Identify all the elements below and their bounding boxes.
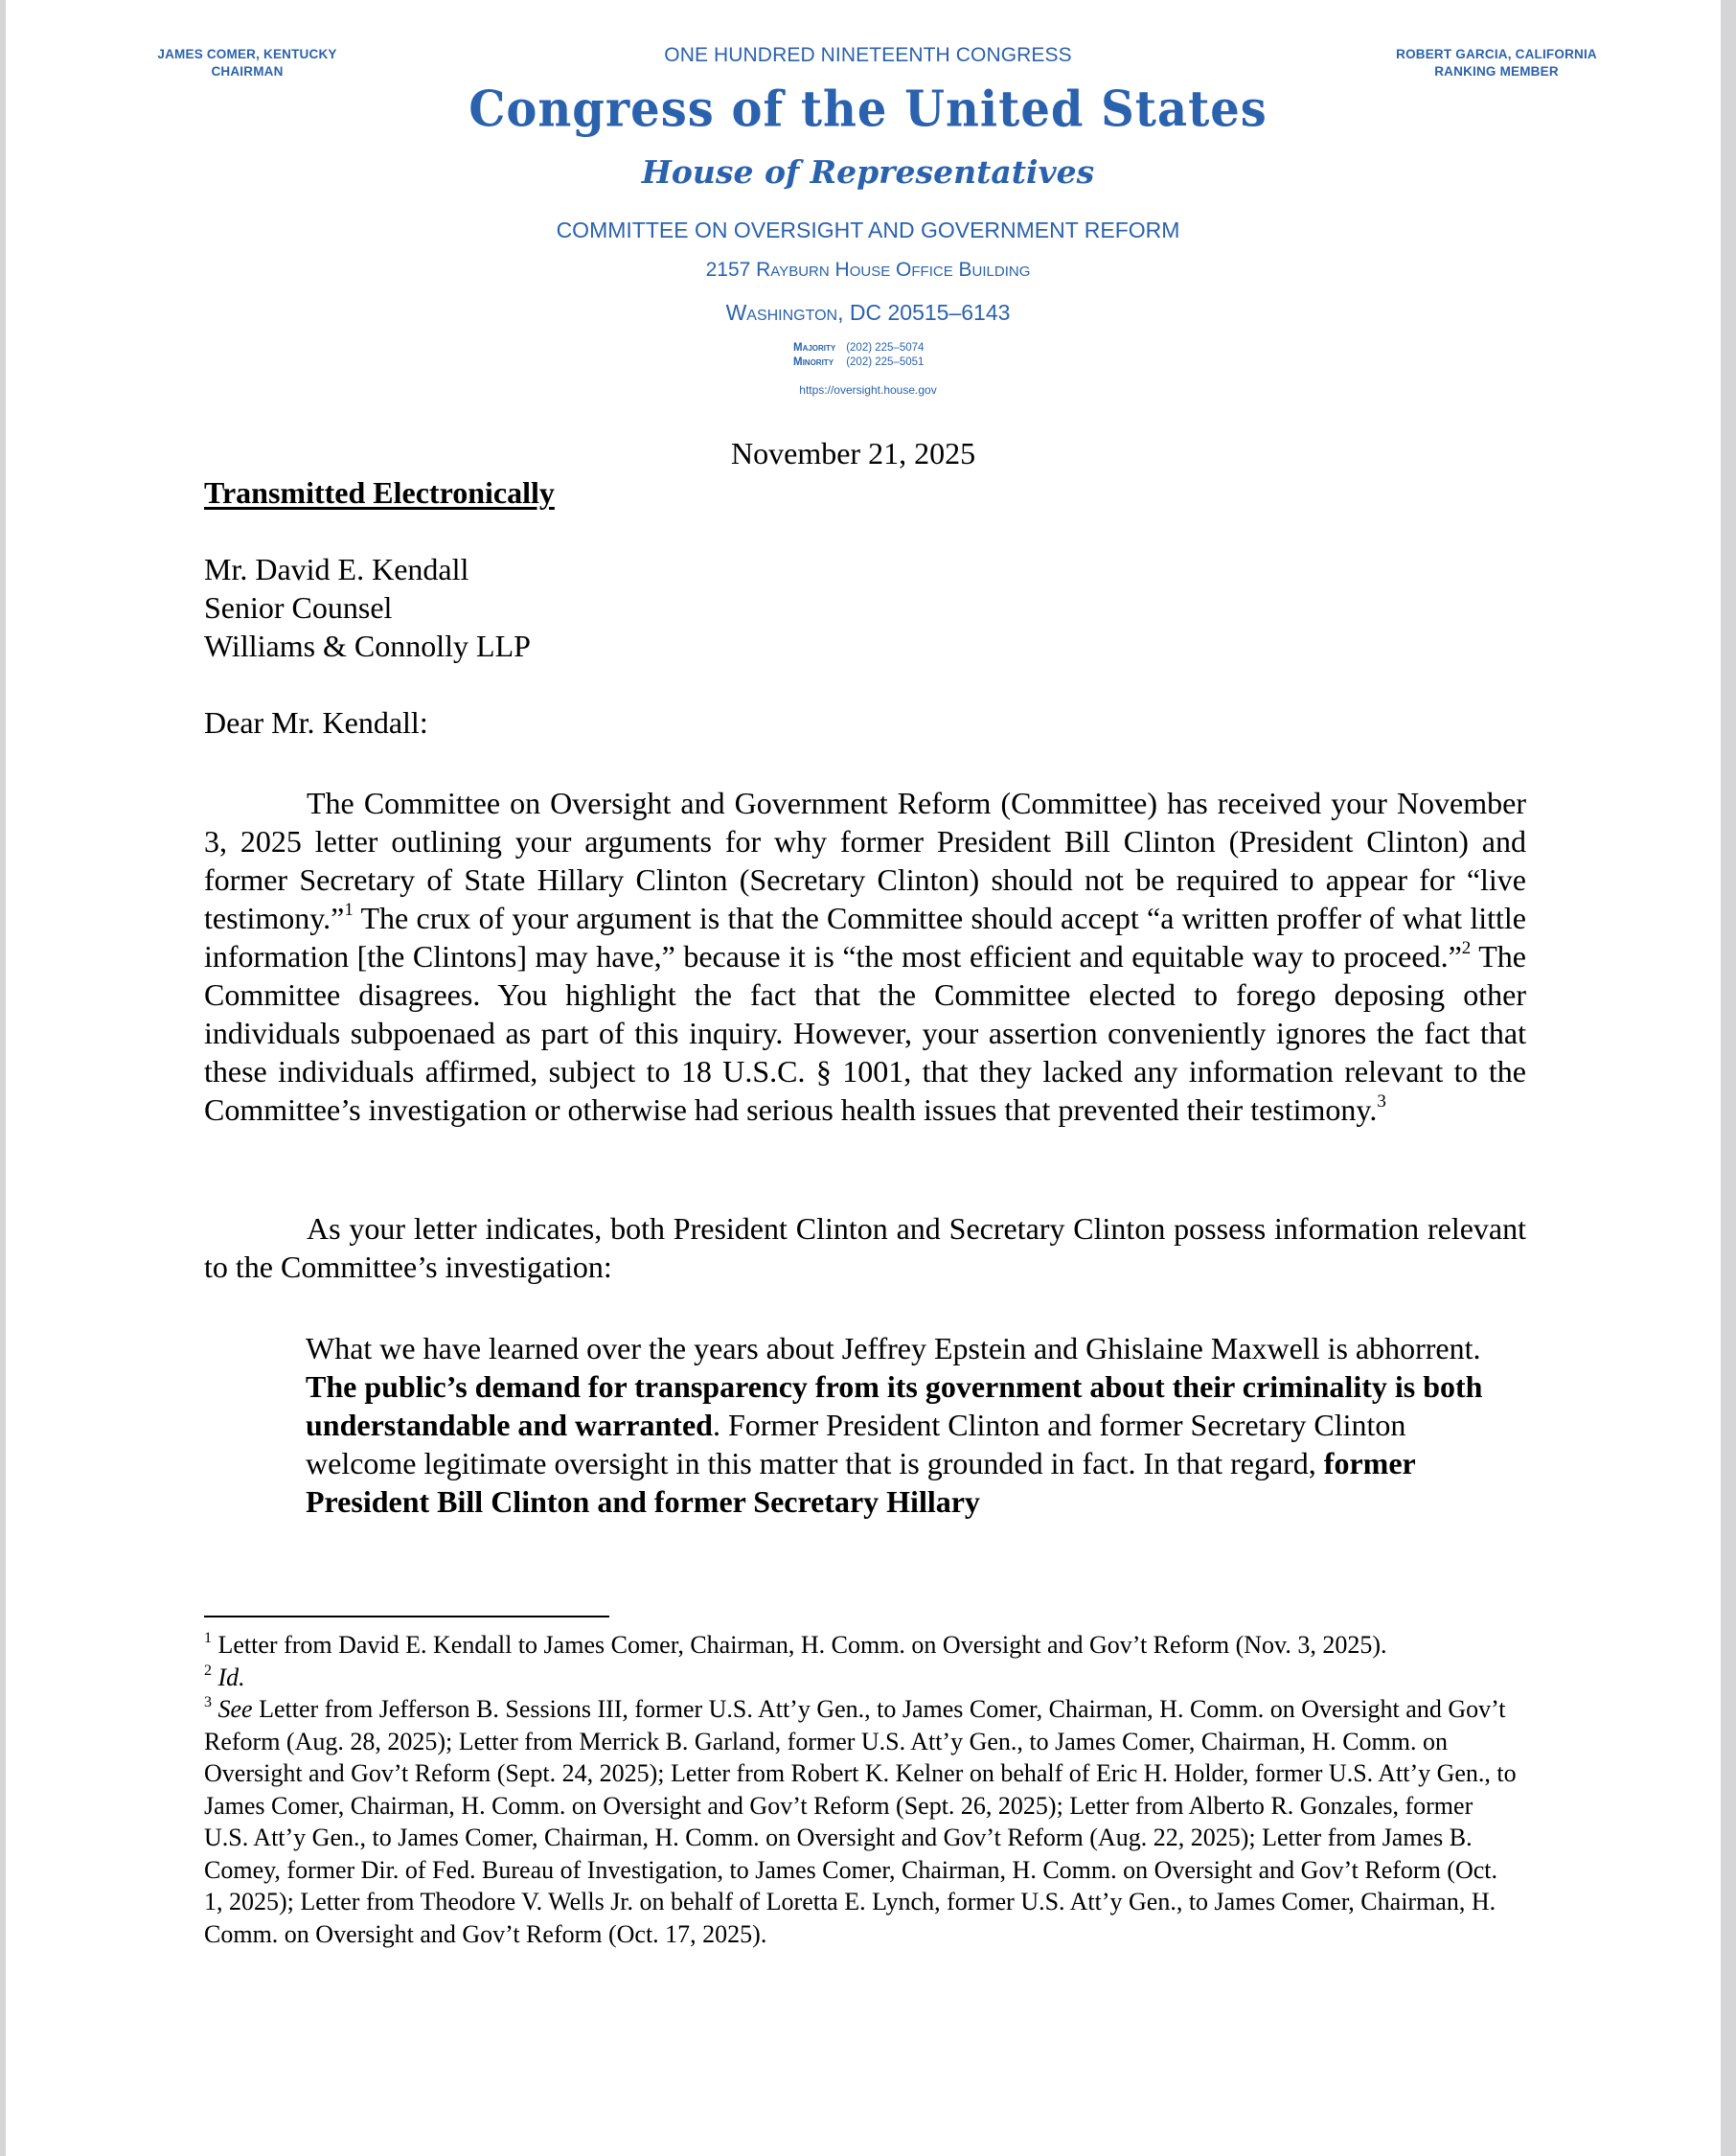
addressee-block [204,550,1545,665]
salutation: Dear Mr. Kendall: [204,705,428,740]
paragraph-1-text-b: The crux of your argument is that the Committee should accept “a written proffer of what little information [the Clintons] may have,” because it is “the most efficient and equitable way to proceed.” [204,901,1526,974]
office-address: 2157 Rayburn House Office Building [705,259,1031,281]
viewer-scrollbar-track[interactable] [1721,0,1736,2156]
minority-phone: (202) 225–5051 [846,356,925,368]
congress-title: Congress of the United States [468,80,1268,139]
majority-label: Majority [793,342,836,354]
footnote-2 [204,1662,1517,1694]
quote-text-c: . Former President Clinton and former Secretary Clinton welcome legitimate oversight in this matter that is grounded in fact. In that regard, [306,1408,1406,1480]
document-page [6,0,1721,2156]
congress-number: ONE HUNDRED NINETEENTH CONGRESS [664,44,1072,66]
footnote-ref-2[interactable]: 2 [1461,938,1472,958]
quote-bold-d: former President Bill Clinton and former Secretary Hillary [306,1446,1416,1519]
footnote-ref-3[interactable]: 3 [1377,1091,1386,1112]
website-link[interactable]: https://oversight.house.gov [799,383,937,397]
paragraph-1-text-a: The Committee on Oversight and Government Reform (Committee) has received your November 3, 2025 letter outlining your arguments for why former President Bill Clinton (President Clinton) and former Secretary of State Hillary Clinton (Secretary Clinton) should not be required to appear for “live testimony.” [204,786,1526,935]
footnote-1-text: Letter from David E. Kendall to James Comer, Chairman, H. Comm. on Oversight and Gov’t Reform (Nov. 3, 2025). [212,1631,1387,1659]
block-quote [306,1329,1494,1521]
paragraph-1 [204,784,1526,1129]
footnote-ref-1[interactable]: 1 [344,900,354,920]
addressee-firm: Williams & Connolly LLP [204,629,531,663]
footnote-3-text: Letter from Jefferson B. Sessions III, former U.S. Att’y Gen., to James Comer, Chairman, H. Comm. on Oversight and Gov’t Reform (Aug. 28, 2025); Letter from Merrick B. Garland, former U.S. Att’y Gen., to James Comer, Chairman, H. Comm. on Oversight and Gov’t Reform (Sept. 24, 2025); Letter from Robert K. Kelner on behalf of Eric H. Holder, former U.S. Att’y Gen., to James Comer, Chairman, H. Comm. on Oversight and Gov’t Reform (Sept. 26, 2025); Letter from Alberto R. Gonzales, former U.S. Att’y Gen., to James Comer, Chairman, H. Comm. on Oversight and Gov’t Reform (Aug. 22, 2025); Letter from James B. Comey, former Dir. of Fed. Bureau of Investigation, to James Comer, Chairman, H. Comm. on Oversight and Gov’t Reform (Oct. 1, 2025); Letter from Theodore V. Wells Jr. on behalf of Loretta E. Lynch, former U.S. Att’y Gen., to James Comer, Chairman, H. Comm. on Oversight and Gov’t Reform (Oct. 17, 2025). [204,1695,1517,1948]
addressee-name: Mr. David E. Kendall [204,552,469,586]
ranking-member-title: RANKING MEMBER [1434,64,1559,79]
majority-phone: (202) 225–5074 [846,342,925,354]
addressee-title: Senior Counsel [204,590,393,625]
majority-phone-row [793,341,924,356]
footnote-2-italic: Id. [217,1663,245,1691]
chairman-title: CHAIRMAN [211,64,284,79]
office-city: Washington, DC 20515–6143 [725,300,1011,325]
footnote-1-number: 1 [204,1630,212,1646]
minority-phone-row [793,356,924,370]
ranking-member-name: ROBERT GARCIA, CALIFORNIA [1396,47,1597,61]
committee-name: COMMITTEE ON OVERSIGHT AND GOVERNMENT REFORM [556,218,1180,242]
minority-label: Minority [793,356,834,368]
footnote-3-italic: See [217,1695,253,1723]
paragraph-2: As your letter indicates, both President Clinton and Secretary Clinton possess information relevant to the Committee’s investigation: [204,1211,1526,1284]
footnote-3-number: 3 [204,1694,212,1710]
footnote-3 [204,1693,1517,1950]
paragraph-1-text-c: The Committee disagrees. You highlight the fact that the Committee elected to forego deposing other individuals subpoenaed as part of this inquiry. However, your assertion conveniently ignores the fact that these individuals affirmed, subject to 18 U.S.C. § 1001, that they lacked any information relevant to the Committee’s investigation or otherwise had serious health issues that prevented their testimony. [204,939,1527,1127]
quote-text-a: What we have learned over the years about Jeffrey Epstein and Ghislaine Maxwell is abhorrent. [306,1331,1481,1365]
footnotes [204,1629,1517,1950]
house-title: House of Representatives [641,153,1095,191]
transmittal-heading: Transmitted Electronically [204,475,555,510]
phone-numbers [793,341,924,370]
footnote-2-number: 2 [204,1662,212,1679]
letter-date: November 21, 2025 [731,436,976,470]
quote-bold-b: The public’s demand for transparency from its government about their criminality is both understandable and warranted [306,1369,1483,1442]
footnote-separator [204,1616,609,1617]
footnote-1 [204,1629,1517,1662]
chairman-name: JAMES COMER, KENTUCKY [157,47,337,61]
